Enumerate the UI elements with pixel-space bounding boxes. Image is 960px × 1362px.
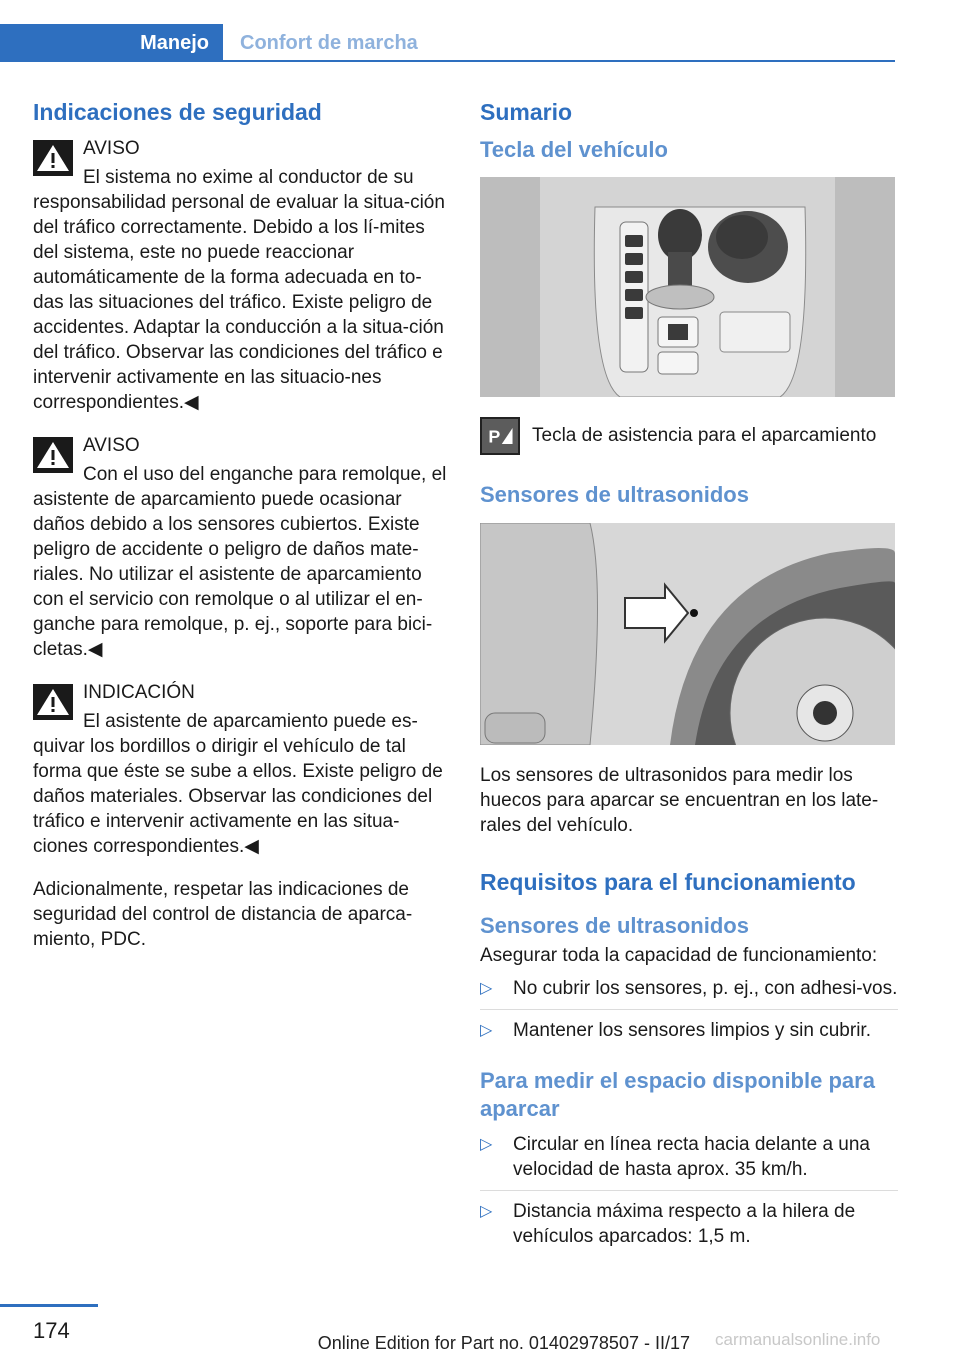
tab-manejo[interactable]: Manejo xyxy=(0,24,223,62)
wheel-arch-illustration xyxy=(480,523,895,745)
watermark: carmanualsonline.info xyxy=(715,1330,881,1349)
warning-block xyxy=(33,433,451,662)
warning-block xyxy=(33,136,451,415)
sensor-requirements-list xyxy=(480,976,898,1051)
closing-paragraph: Adicionalmente, respetar las indicaciones de seguridad del control de distancia de aparca‐miento, PDC. xyxy=(33,878,413,950)
parking-assist-legend xyxy=(480,415,898,463)
warning-body: Con el uso del enganche para remolque, el asistente de aparcamiento puede ocasionar daños debido a los sensores cubiertos. Existe peligro de accidente o peligro de daños mate‐riales. No utilizar el asistente de aparcamiento con el servicio con remolque o al utilizar el en‐ganche para remolque, p. ej., soporte para bici‐cletas.◀ xyxy=(33,463,447,660)
warning-title: AVISO xyxy=(83,434,140,456)
warning-triangle-icon xyxy=(33,684,73,720)
notice-block xyxy=(33,680,451,859)
subheading-ultrasonic-sensors: Sensores de ultrasonidos xyxy=(480,482,749,508)
subheading-measure-space: Para medir el espacio disponible para aparcar xyxy=(480,1068,875,1121)
requirements-intro: Asegurar toda la capacidad de funcionamiento: xyxy=(480,945,878,967)
header-rule xyxy=(0,60,895,62)
page-number: 174 xyxy=(33,1318,70,1343)
footer-rule xyxy=(0,1304,98,1307)
sensor-description: Los sensores de ultrasonidos para medir los huecos para aparcar se encuentran en los late‐rales del vehículo. xyxy=(480,764,879,836)
triangle-bullet-icon: ▷ xyxy=(480,1203,493,1221)
center-console-image xyxy=(480,177,895,397)
triangle-bullet-icon: ▷ xyxy=(480,1136,493,1154)
section-heading-safety: Indicaciones de seguridad xyxy=(33,99,322,125)
parking-assist-button-icon xyxy=(480,417,520,455)
warning-body: El sistema no exime al conductor de su responsabilidad personal de evaluar la situa‐ción del tráfico correctamente. Debido a los lí‐mites del sistema, este no puede reaccionar automáticamente de la forma adecuada en to‐das las situaciones del tráfico. Existe peligro de accidentes. Adaptar la conducción a la situa‐ción del tráfico. Observar las condiciones del tráfico e intervenir activamente en las situacio‐nes correspondientes.◀ xyxy=(33,166,445,413)
section-heading-requirements: Requisitos para el funcionamiento xyxy=(480,868,856,895)
triangle-bullet-icon: ▷ xyxy=(480,980,493,998)
parking-assist-legend-text: Tecla de asistencia para el aparcamiento xyxy=(532,425,877,447)
ultrasonic-sensor-image xyxy=(480,523,895,745)
warning-triangle-icon xyxy=(33,140,73,176)
edition-note: Online Edition for Part no. 01402978507 - II/17 xyxy=(317,1333,690,1353)
left-column xyxy=(33,98,451,970)
list-item: ▷ Circular en línea recta hacia delante a una velocidad de hasta aprox. 35 km/h. xyxy=(480,1132,898,1191)
triangle-bullet-icon: ▷ xyxy=(480,1022,493,1040)
notice-body: El asistente de aparcamiento puede es‐quivar los bordillos o dirigir el vehículo de tal forma que éste se sube a ellos. Existe peligro de daños materiales. Observar las condiciones del tráfico e intervenir activamente en las situa‐ciones correspondientes.◀ xyxy=(33,710,443,857)
list-item: ▷ Distancia máxima respecto a la hilera de vehículos aparcados: 1,5 m. xyxy=(480,1201,856,1248)
section-heading-summary: Sumario xyxy=(480,99,573,125)
warning-triangle-icon xyxy=(33,437,73,473)
header-tabs xyxy=(0,24,895,62)
right-column xyxy=(480,98,898,1273)
list-item: ▷ No cubrir los sensores, p. ej., con adhesi‐vos. xyxy=(480,976,898,1010)
notice-title: INDICACIÓN xyxy=(83,681,195,703)
subheading-ultrasonic-sensors-req: Sensores de ultrasonidos xyxy=(480,912,749,938)
tab-confort-de-marcha[interactable]: Confort de marcha xyxy=(240,31,418,54)
measure-requirements-list xyxy=(480,1132,898,1257)
svg-text:P: P xyxy=(488,426,501,447)
list-item: ▷ Mantener los sensores limpios y sin cubrir. xyxy=(480,1020,871,1042)
center-console-illustration xyxy=(480,177,895,397)
subheading-vehicle-button: Tecla del vehículo xyxy=(480,136,668,162)
warning-title: AVISO xyxy=(83,137,140,159)
